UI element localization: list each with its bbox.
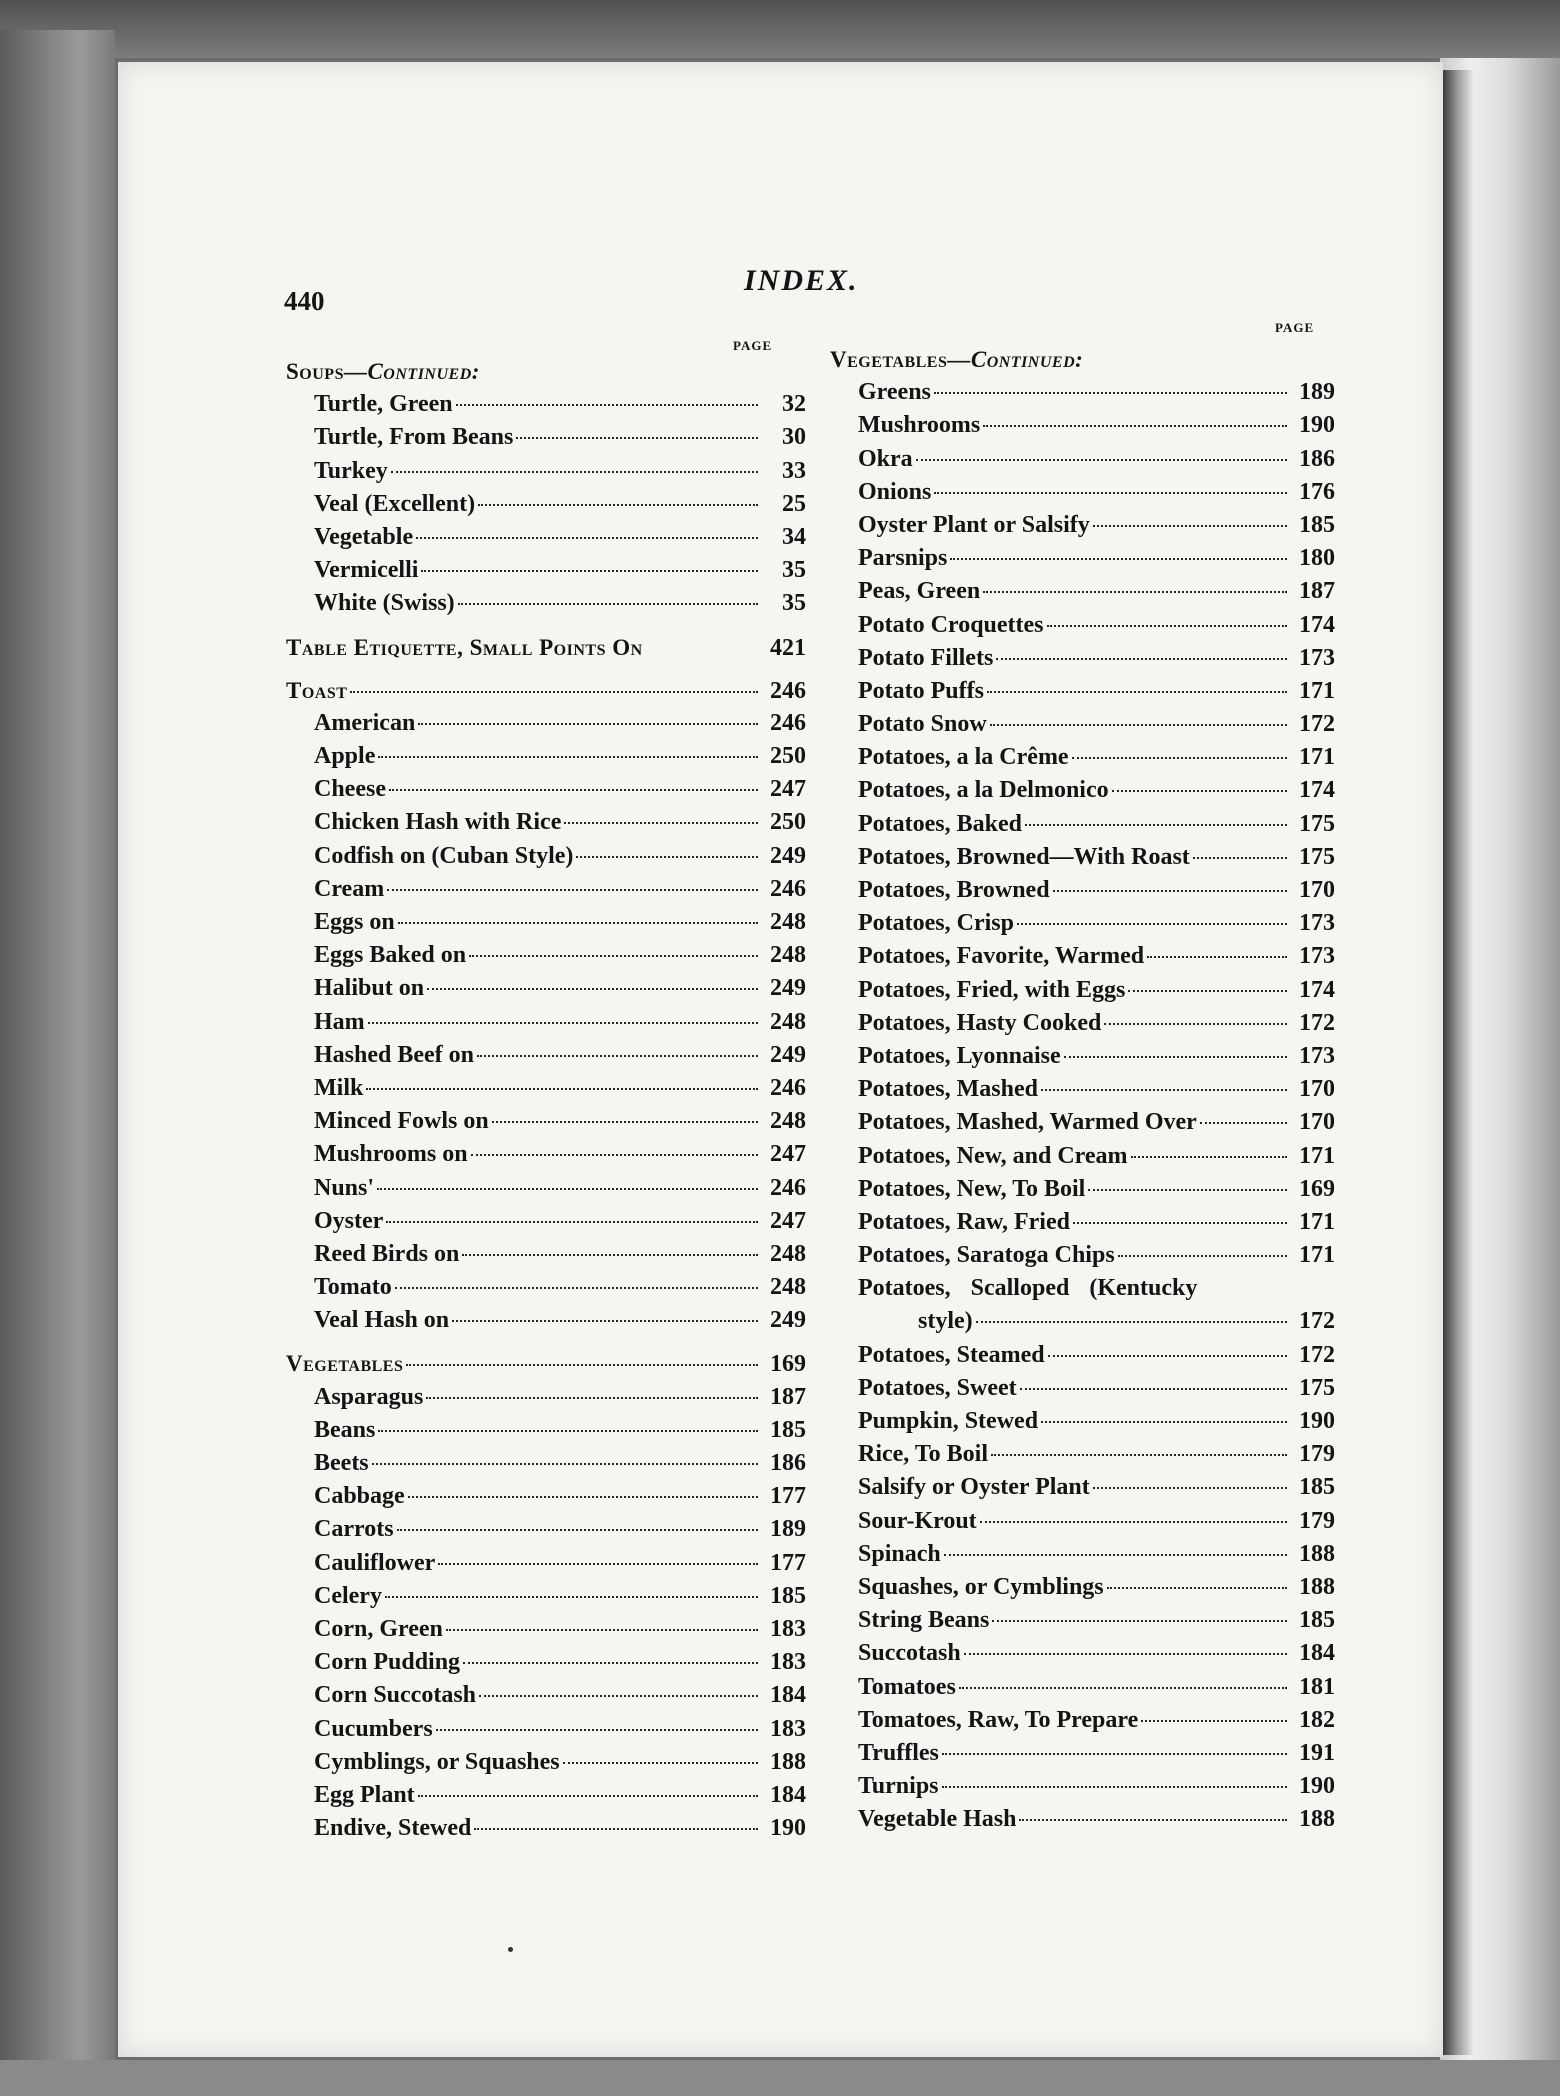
entry-name: Truffles bbox=[858, 1739, 939, 1766]
entry-page: 174 bbox=[1299, 976, 1335, 1003]
entry-page: 187 bbox=[770, 1383, 806, 1410]
index-entry bbox=[286, 1238, 806, 1271]
index-entry bbox=[286, 806, 806, 839]
entry-name: Potatoes, Mashed bbox=[858, 1076, 1038, 1103]
index-entry bbox=[830, 1140, 1335, 1173]
entry-name: Halibut on bbox=[314, 975, 425, 1002]
entry-name: Potatoes, New, and Cream bbox=[858, 1142, 1128, 1169]
right-page-column-label: PAGE bbox=[1275, 320, 1315, 335]
entry-page: 188 bbox=[1299, 1573, 1335, 1600]
index-entry bbox=[286, 1205, 806, 1238]
index-entry bbox=[286, 1547, 806, 1580]
entry-page: 35 bbox=[782, 557, 806, 584]
entry-page: 249 bbox=[770, 1041, 806, 1068]
entry-page: 246 bbox=[770, 677, 806, 704]
entry-name: Potatoes, Mashed, Warmed Over bbox=[858, 1109, 1197, 1136]
index-entry bbox=[286, 1480, 806, 1513]
entry-name: Asparagus bbox=[314, 1383, 424, 1410]
vegetables-continued-list-2 bbox=[830, 1339, 1335, 1837]
index-entry bbox=[830, 741, 1335, 774]
entry-page: 171 bbox=[1299, 677, 1335, 704]
index-entry bbox=[286, 1172, 806, 1205]
entry-page: 190 bbox=[1299, 1773, 1335, 1800]
index-entry bbox=[286, 455, 806, 488]
entry-name: Potatoes, New, To Boil bbox=[858, 1175, 1086, 1202]
entry-page: 246 bbox=[770, 875, 806, 902]
entry-name: Vermicelli bbox=[314, 557, 419, 584]
entry-page: 248 bbox=[770, 1108, 806, 1135]
entry-page: 171 bbox=[1299, 1242, 1335, 1269]
page-number: 440 bbox=[284, 286, 325, 316]
entry-name: Potatoes, Browned bbox=[858, 877, 1050, 903]
entry-name: Salsify or Oyster Plant bbox=[858, 1474, 1090, 1501]
entry-page: 172 bbox=[1299, 1308, 1335, 1335]
entry-name: Corn Succotash bbox=[314, 1682, 477, 1709]
index-entry bbox=[830, 476, 1335, 509]
index-entry bbox=[830, 1671, 1335, 1704]
entry-page: 247 bbox=[770, 776, 806, 803]
entry-name: Veal (Excellent) bbox=[314, 490, 476, 517]
index-entry bbox=[286, 1513, 806, 1546]
index-entry bbox=[286, 1006, 806, 1039]
index-entry bbox=[830, 808, 1335, 841]
entry-page: 32 bbox=[782, 391, 806, 418]
entry-name: American bbox=[314, 709, 416, 736]
index-entry bbox=[286, 554, 806, 587]
entry-name: Tomatoes bbox=[858, 1673, 956, 1700]
entry-name: Cabbage bbox=[314, 1483, 405, 1510]
index-entry bbox=[286, 1779, 806, 1812]
entry-page: 191 bbox=[1299, 1739, 1335, 1766]
index-entry bbox=[286, 587, 806, 620]
entry-name: Cheese bbox=[314, 776, 386, 803]
entry-name: Corn Pudding bbox=[314, 1649, 461, 1676]
index-entry bbox=[830, 443, 1335, 476]
entry-page: 189 bbox=[1299, 379, 1335, 406]
soups-list bbox=[286, 388, 806, 620]
entry-name: Potatoes, a la Delmonico bbox=[858, 777, 1109, 804]
entry-page: 34 bbox=[782, 523, 806, 550]
index-entry bbox=[830, 874, 1335, 907]
index-entry-scalloped-line1: Potatoes, Scalloped (Kentucky bbox=[858, 1275, 1198, 1302]
index-entry bbox=[830, 1073, 1335, 1106]
entry-page: 172 bbox=[1299, 1009, 1335, 1036]
entry-page: 249 bbox=[770, 1307, 806, 1334]
index-entry bbox=[286, 1072, 806, 1105]
entry-page: 189 bbox=[770, 1516, 806, 1543]
entry-page: 246 bbox=[770, 709, 806, 736]
index-entry bbox=[286, 773, 806, 806]
index-entry bbox=[286, 1105, 806, 1138]
index-entry bbox=[286, 1613, 806, 1646]
entry-page: 185 bbox=[770, 1416, 806, 1443]
index-entry bbox=[286, 1039, 806, 1072]
index-entry bbox=[286, 421, 806, 454]
entry-page: 185 bbox=[1299, 1607, 1335, 1634]
entry-page: 181 bbox=[1299, 1673, 1335, 1700]
index-entry bbox=[830, 376, 1335, 409]
entry-page: 186 bbox=[1299, 445, 1335, 472]
heading-text: Soups bbox=[286, 359, 344, 384]
entry-name: Oyster Plant or Salsify bbox=[858, 511, 1090, 538]
entry-name: Table Etiquette, Small Points On bbox=[286, 634, 643, 660]
index-entry bbox=[830, 1471, 1335, 1504]
entry-page: 169 bbox=[770, 1351, 806, 1378]
index-entry bbox=[830, 1803, 1335, 1836]
entry-page: 170 bbox=[1299, 1076, 1335, 1103]
book-top-edge bbox=[0, 0, 1560, 58]
index-entry bbox=[286, 740, 806, 773]
entry-page: 177 bbox=[770, 1549, 806, 1576]
entry-page: 185 bbox=[770, 1582, 806, 1609]
entry-page: 174 bbox=[1299, 611, 1335, 638]
index-entry bbox=[286, 1414, 806, 1447]
index-entry bbox=[830, 609, 1335, 642]
index-entry bbox=[830, 1339, 1335, 1372]
entry-page: 184 bbox=[770, 1781, 806, 1808]
index-entry bbox=[286, 1580, 806, 1613]
index-entry-vegetables bbox=[286, 1347, 806, 1380]
index-entry bbox=[830, 940, 1335, 973]
entry-page: 250 bbox=[770, 743, 806, 770]
left-page-column-label: PAGE bbox=[733, 338, 773, 353]
index-entry bbox=[830, 1604, 1335, 1637]
entry-page: 172 bbox=[1299, 711, 1335, 738]
entry-name: Ham bbox=[314, 1008, 365, 1035]
entry-name: Spinach bbox=[858, 1540, 941, 1567]
index-entry bbox=[830, 1405, 1335, 1438]
index-entry bbox=[830, 907, 1335, 940]
entry-page: 190 bbox=[770, 1815, 806, 1842]
entry-page: 250 bbox=[770, 809, 806, 836]
entry-page: 173 bbox=[1299, 910, 1335, 937]
entry-name: Greens bbox=[858, 379, 931, 406]
entry-name: Oyster bbox=[314, 1207, 384, 1234]
index-entry bbox=[830, 675, 1335, 708]
entry-page: 421 bbox=[770, 634, 806, 661]
index-entry-scalloped-line2 bbox=[830, 1305, 1335, 1338]
index-entry bbox=[830, 841, 1335, 874]
entry-page: 183 bbox=[770, 1615, 806, 1642]
entry-name: Succotash bbox=[858, 1640, 961, 1667]
entry-name: Minced Fowls on bbox=[314, 1108, 489, 1135]
entry-name: Beets bbox=[314, 1450, 369, 1476]
entry-name: Turtle, From Beans bbox=[314, 424, 514, 451]
index-entry-table-etiquette bbox=[286, 631, 806, 664]
entry-page: 190 bbox=[1299, 412, 1335, 439]
entry-name: Potatoes, Steamed bbox=[858, 1341, 1045, 1368]
entry-name: Eggs on bbox=[314, 909, 395, 935]
index-entry bbox=[830, 1040, 1335, 1073]
index-entry bbox=[286, 1304, 806, 1337]
index-entry bbox=[286, 1646, 806, 1679]
entry-name: Onions bbox=[858, 478, 932, 505]
entry-page: 188 bbox=[1299, 1540, 1335, 1567]
entry-name: Turtle, Green bbox=[314, 391, 453, 418]
index-entry bbox=[286, 1381, 806, 1414]
index-entry bbox=[830, 1538, 1335, 1571]
entry-page: 179 bbox=[1299, 1507, 1335, 1534]
index-entry bbox=[830, 1372, 1335, 1405]
entry-page: 184 bbox=[1299, 1640, 1335, 1667]
entry-name: Pumpkin, Stewed bbox=[858, 1408, 1039, 1434]
entry-name: Potatoes, Hasty Cooked bbox=[858, 1009, 1102, 1036]
entry-name: Mushrooms bbox=[858, 412, 981, 439]
index-entry bbox=[830, 708, 1335, 741]
entry-name: Potatoes, a la Crême bbox=[858, 744, 1069, 771]
index-entry bbox=[286, 939, 806, 972]
entry-page: 177 bbox=[770, 1483, 806, 1510]
index-entry bbox=[286, 906, 806, 939]
entry-page: 173 bbox=[1299, 644, 1335, 671]
entry-page: 186 bbox=[770, 1450, 806, 1476]
page-title: INDEX. bbox=[744, 264, 859, 297]
entry-page: 183 bbox=[770, 1715, 806, 1742]
entry-page: 247 bbox=[770, 1207, 806, 1234]
entry-page: 30 bbox=[782, 424, 806, 451]
entry-name: Carrots bbox=[314, 1516, 394, 1543]
entry-name: Toast bbox=[286, 677, 348, 703]
entry-name: Potatoes, Saratoga Chips bbox=[858, 1242, 1115, 1269]
entry-page: 183 bbox=[770, 1649, 806, 1676]
index-entry bbox=[286, 972, 806, 1005]
entry-name: Cauliflower bbox=[314, 1549, 436, 1576]
index-entry-toast bbox=[286, 674, 806, 707]
continued-label: —Continued: bbox=[343, 359, 480, 384]
entry-name: Chicken Hash with Rice bbox=[314, 809, 562, 836]
entry-name: Potatoes, Fried, with Eggs bbox=[858, 976, 1126, 1003]
vegetables-continued-list bbox=[830, 376, 1335, 1272]
entry-name: Celery bbox=[314, 1582, 382, 1609]
index-right-column bbox=[830, 343, 1335, 1836]
section-heading-vegetables-continued bbox=[830, 343, 1335, 376]
index-entry bbox=[286, 1447, 806, 1480]
toast-list bbox=[286, 707, 806, 1338]
entry-page: 185 bbox=[1299, 1474, 1335, 1501]
entry-page: 188 bbox=[770, 1748, 806, 1775]
entry-name: Cucumbers bbox=[314, 1715, 433, 1742]
entry-name: Potatoes, Sweet bbox=[858, 1374, 1017, 1401]
entry-page: 249 bbox=[770, 975, 806, 1002]
entry-name: Turkey bbox=[314, 457, 388, 484]
entry-name: Reed Birds on bbox=[314, 1240, 460, 1267]
entry-name: String Beans bbox=[858, 1607, 990, 1634]
entry-name: Potatoes, Baked bbox=[858, 810, 1022, 837]
index-entry bbox=[830, 642, 1335, 675]
index-entry bbox=[286, 1746, 806, 1779]
page-speck bbox=[508, 1947, 513, 1952]
index-entry bbox=[286, 707, 806, 740]
index-entry bbox=[830, 1173, 1335, 1206]
entry-name: Vegetable Hash bbox=[858, 1806, 1017, 1833]
index-entry bbox=[286, 1271, 806, 1304]
entry-page: 247 bbox=[770, 1141, 806, 1168]
index-entry bbox=[286, 1812, 806, 1845]
entry-name: Rice, To Boil bbox=[858, 1441, 989, 1468]
entry-name: Turnips bbox=[858, 1773, 939, 1800]
entry-name: Eggs Baked on bbox=[314, 942, 467, 969]
entry-page: 25 bbox=[782, 490, 806, 517]
index-entry bbox=[830, 1770, 1335, 1803]
index-entry bbox=[830, 542, 1335, 575]
index-entry bbox=[286, 1679, 806, 1712]
index-entry bbox=[286, 873, 806, 906]
entry-page: 176 bbox=[1299, 478, 1335, 505]
section-heading-soups bbox=[286, 355, 806, 388]
entry-name: Potatoes, Raw, Fried bbox=[858, 1208, 1070, 1235]
book-cover-left bbox=[0, 30, 115, 2090]
entry-name: Nuns' bbox=[314, 1174, 375, 1201]
entry-page: 175 bbox=[1299, 810, 1335, 837]
entry-name: Potatoes, Lyonnaise bbox=[858, 1042, 1061, 1069]
entry-page: 170 bbox=[1299, 1109, 1335, 1136]
entry-page: 171 bbox=[1299, 1208, 1335, 1235]
entry-name: Potato Snow bbox=[858, 711, 987, 738]
index-entry bbox=[830, 1206, 1335, 1239]
index-entry bbox=[830, 774, 1335, 807]
entry-name: Potato Fillets bbox=[858, 644, 994, 671]
index-entry bbox=[830, 1505, 1335, 1538]
entry-name: Veal Hash on bbox=[314, 1307, 450, 1334]
entry-page: 248 bbox=[770, 1274, 806, 1301]
entry-page: 33 bbox=[782, 457, 806, 484]
entry-page: 246 bbox=[770, 1174, 806, 1201]
page-gutter bbox=[1443, 70, 1473, 2055]
entry-page: 174 bbox=[1299, 777, 1335, 804]
entry-name: Cream bbox=[314, 875, 385, 902]
entry-name: Egg Plant bbox=[314, 1781, 415, 1808]
entry-page: 175 bbox=[1299, 1374, 1335, 1401]
entry-page: 35 bbox=[782, 590, 806, 617]
entry-name: Potato Puffs bbox=[858, 677, 984, 704]
entry-page: 187 bbox=[1299, 578, 1335, 605]
entry-page: 188 bbox=[1299, 1806, 1335, 1833]
index-entry bbox=[830, 1737, 1335, 1770]
index-entry bbox=[286, 521, 806, 554]
index-entry bbox=[830, 1704, 1335, 1737]
entry-name: Squashes, or Cymblings bbox=[858, 1573, 1104, 1600]
entry-name: Sour-Krout bbox=[858, 1507, 977, 1534]
entry-name: Vegetable bbox=[314, 523, 414, 550]
entry-name: Apple bbox=[314, 743, 376, 770]
entry-name: Hashed Beef on bbox=[314, 1041, 475, 1068]
index-entry bbox=[830, 1637, 1335, 1670]
entry-name: Peas, Green bbox=[858, 578, 981, 605]
index-entry bbox=[830, 509, 1335, 542]
heading-text: Vegetables bbox=[830, 347, 948, 372]
entry-page: 248 bbox=[770, 909, 806, 935]
entry-page: 175 bbox=[1299, 843, 1335, 870]
index-entry bbox=[286, 1138, 806, 1171]
entry-name: Potato Croquettes bbox=[858, 611, 1044, 638]
entry-name: Okra bbox=[858, 445, 913, 472]
index-entry bbox=[830, 1438, 1335, 1471]
entry-page: 190 bbox=[1299, 1408, 1335, 1434]
vegetables-list bbox=[286, 1381, 806, 1846]
entry-name: Cymblings, or Squashes bbox=[314, 1748, 560, 1775]
index-entry bbox=[830, 1239, 1335, 1272]
entry-page: 171 bbox=[1299, 744, 1335, 771]
index-entry bbox=[830, 575, 1335, 608]
entry-page: 173 bbox=[1299, 1042, 1335, 1069]
entry-page: 180 bbox=[1299, 545, 1335, 572]
entry-page: 169 bbox=[1299, 1175, 1335, 1202]
index-left-column bbox=[286, 355, 806, 1845]
entry-name: Vegetables bbox=[286, 1351, 404, 1377]
entry-page: 171 bbox=[1299, 1142, 1335, 1169]
index-entry bbox=[830, 974, 1335, 1007]
index-entry bbox=[830, 409, 1335, 442]
entry-page: 248 bbox=[770, 1008, 806, 1035]
entry-page: 182 bbox=[1299, 1706, 1335, 1733]
entry-page: 172 bbox=[1299, 1341, 1335, 1368]
continued-label: —Continued: bbox=[947, 347, 1084, 372]
entry-page: 185 bbox=[1299, 511, 1335, 538]
entry-name: Mushrooms on bbox=[314, 1141, 468, 1168]
entry-name: Parsnips bbox=[858, 545, 948, 572]
index-entry bbox=[286, 488, 806, 521]
entry-name: Milk bbox=[314, 1074, 364, 1101]
entry-name: Codfish on (Cuban Style) bbox=[314, 842, 574, 869]
entry-name: Potatoes, Crisp bbox=[858, 910, 1014, 937]
entry-name: Tomatoes, Raw, To Prepare bbox=[858, 1706, 1139, 1733]
entry-page: 246 bbox=[770, 1074, 806, 1101]
index-entry bbox=[830, 1106, 1335, 1139]
index-entry bbox=[286, 388, 806, 421]
entry-page: 170 bbox=[1299, 877, 1335, 903]
index-entry bbox=[830, 1571, 1335, 1604]
entry-page: 248 bbox=[770, 1240, 806, 1267]
entry-name: Tomato bbox=[314, 1274, 392, 1301]
entry-name: Potatoes, Favorite, Warmed bbox=[858, 943, 1145, 970]
entry-name: Potatoes, Browned—With Roast bbox=[858, 843, 1190, 870]
index-entry bbox=[830, 1007, 1335, 1040]
entry-name: Beans bbox=[314, 1416, 376, 1443]
index-entry bbox=[286, 1713, 806, 1746]
entry-page: 249 bbox=[770, 842, 806, 869]
book-bottom-edge bbox=[0, 2060, 1560, 2096]
index-entry bbox=[286, 840, 806, 873]
entry-name: Endive, Stewed bbox=[314, 1815, 472, 1842]
entry-page: 179 bbox=[1299, 1441, 1335, 1468]
entry-name: Corn, Green bbox=[314, 1615, 443, 1642]
entry-name: White (Swiss) bbox=[314, 590, 455, 617]
entry-page: 173 bbox=[1299, 943, 1335, 970]
entry-page: 184 bbox=[770, 1682, 806, 1709]
entry-name: style) bbox=[918, 1308, 973, 1335]
entry-page: 248 bbox=[770, 942, 806, 969]
